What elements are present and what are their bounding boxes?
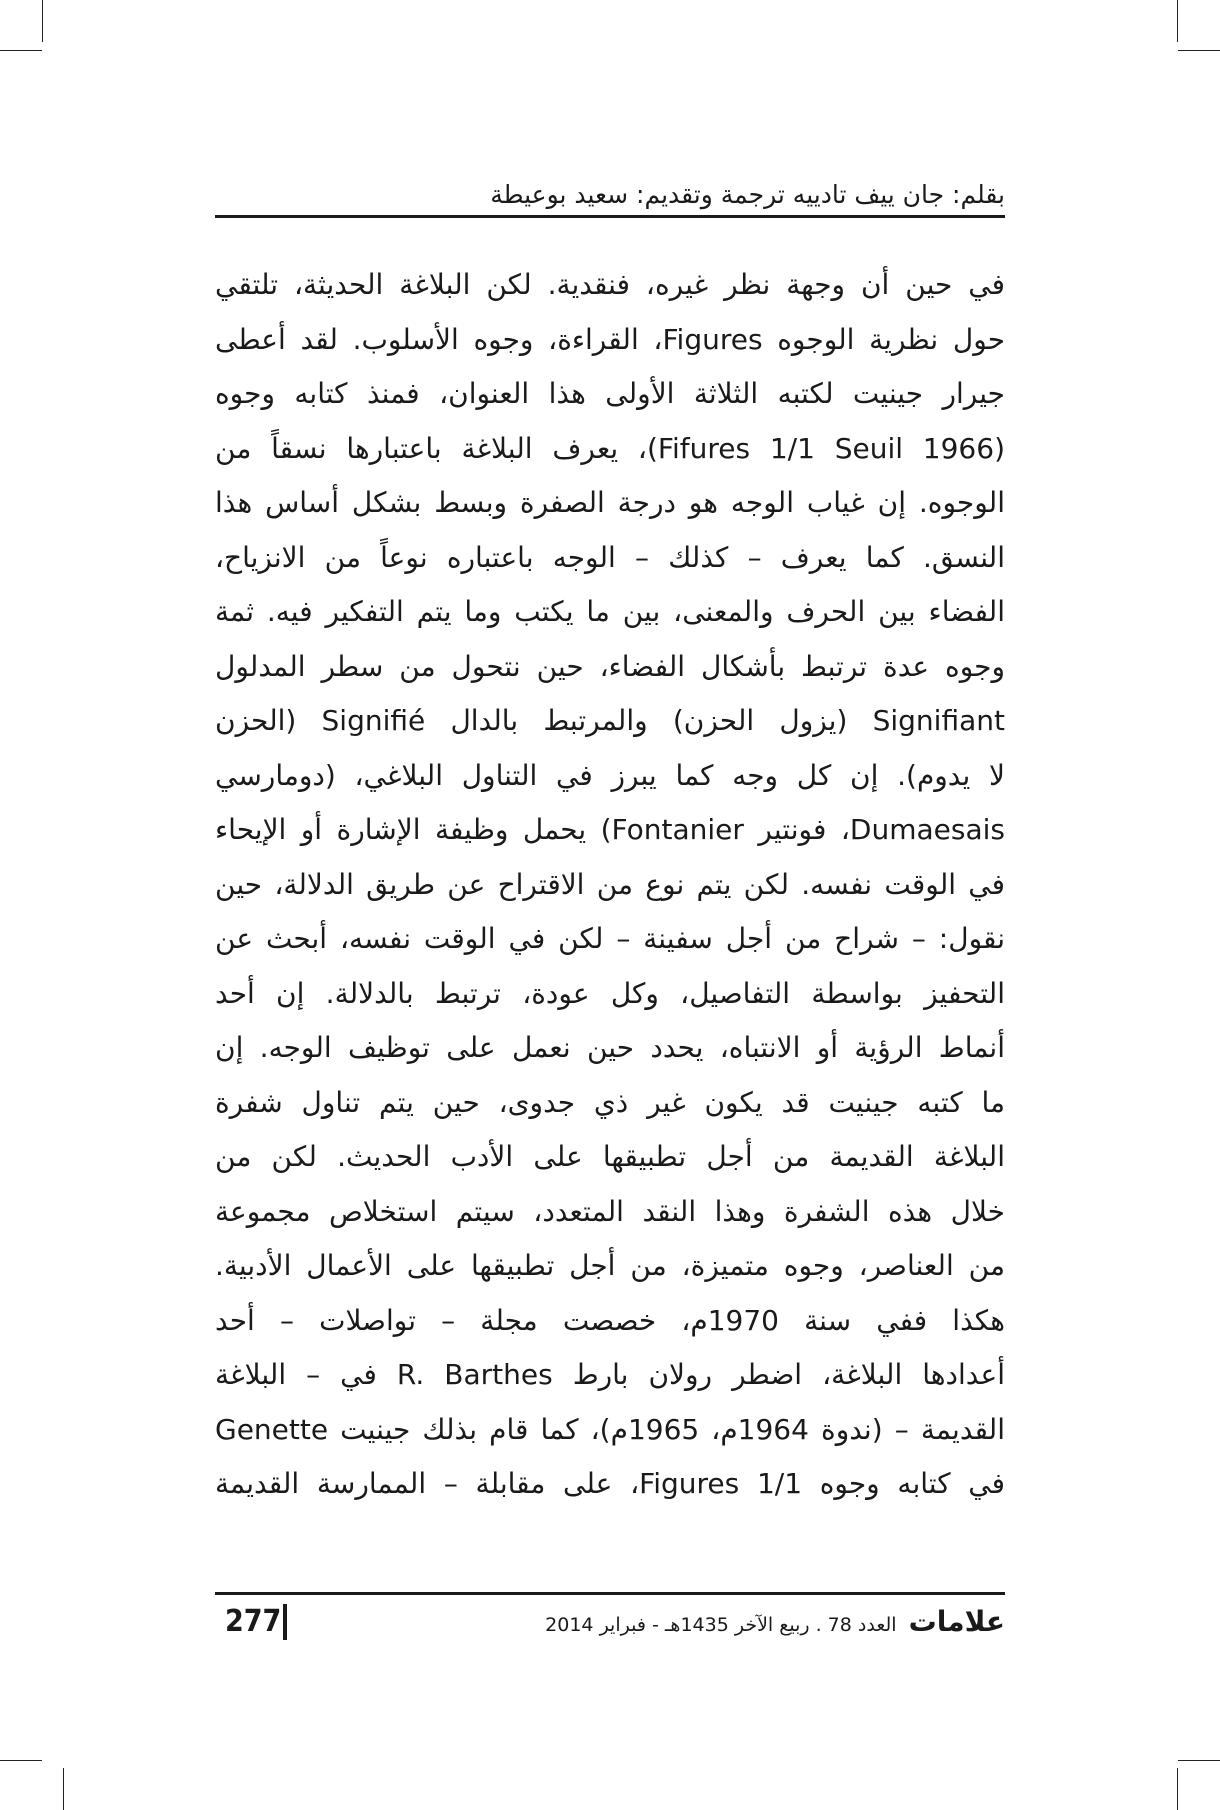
header-rule [215,215,1005,218]
body-line: في حين أن وجهة نظر غيره، فنقدية. لكن البلاغة الحديثة، تلتقي [215,268,1005,301]
crop-mark-top-right-horizontal [1178,50,1220,51]
body-line: في الوقت نفسه. لكن يتم نوع من الاقتراح عن طريق الدلالة، حين [215,867,1005,901]
body-line: أنماط الرؤية أو الانتباه، يحدد حين نعمل على توظيف الوجه. إن [215,1031,1005,1064]
body-line: وجوه عدة ترتبط بأشكال الفضاء، حين نتحول من سطر المدلول [215,649,1005,683]
body-line: التحفيز بواسطة التفاصيل، وكل عودة، ترتبط بالدلالة. إن أحد [215,976,1005,1010]
footer-rule [215,1592,1005,1595]
body-line: خلال هذه الشفرة وهذا النقد المتعدد، سيتم استخلاص مجموعة [215,1194,1005,1228]
body-line: البلاغة القديمة من أجل تطبيقها على الأدب الحديث. لكن من [215,1140,1005,1173]
crop-mark-bottom-right-horizontal [1178,1760,1220,1761]
body-line: هكذا ففي سنة 1970م، خصصت مجلة – تواصلات – أحد [215,1303,1005,1337]
issue-details: العدد 78 . ربيع الآخر 1435هـ - فبراير 2014 [545,1614,897,1636]
body-line: Signifiant (يزول الحزن) والمرتبط بالدال Signifié (الحزن [215,704,1005,737]
body-line: جيرار جينيت لكتبه الثلاثة الأولى هذا العنوان، فمنذ كتابه وجوه [215,377,1005,410]
body-line: في كتابه وجوه Figures 1/1، على مقابلة – الممارسة القديمة [215,1467,1005,1500]
body-line: حول نظرية الوجوه Figures، القراءة، وجوه الأسلوب. لقد أعطى [215,322,1005,356]
crop-mark-top-left-vertical [42,0,43,42]
body-line: (Fifures 1/1 Seuil 1966)، يعرف البلاغة باعتبارها نسقاً من [215,431,1005,465]
page-header [215,168,1005,218]
body-line: الوجوه. إن غياب الوجه هو درجة الصفرة وبسط بشكل أساس هذا [215,486,1005,519]
body-line: نقول: – شراح من أجل سفينة – لكن في الوقت نفسه، أبحث عن [215,922,1005,955]
body-line: من العناصر، وجوه متميزة، من أجل تطبيقها على الأعمال الأدبية. [215,1249,1005,1282]
crop-mark-top-left-horizontal [0,50,42,51]
body-line: الفضاء بين الحرف والمعنى، بين ما يكتب وما يتم التفكير فيه. ثمة [215,595,1005,628]
body-line: ما كتبه جينيت قد يكون غير ذي جدوى، حين يتم تناول شفرة [215,1085,1005,1119]
body-line: أعدادها البلاغة، اضطر رولان بارط R. Barthes في – البلاغة [215,1358,1005,1391]
article-body [215,258,1005,1512]
issue-info [299,1602,1005,1645]
crop-mark-bottom-left-vertical [63,1768,64,1810]
footer-separator [283,1604,287,1640]
crop-mark-bottom-right-vertical [1177,1768,1178,1810]
page-footer [215,1592,1005,1642]
body-line: القديمة – (ندوة 1964م، 1965م)، كما قام بذلك جينيت Genette [215,1412,1005,1446]
journal-logo: علامات [908,1605,1005,1638]
crop-mark-bottom-left-horizontal [0,1760,42,1761]
body-line: لا يدوم). إن كل وجه كما يبرز في التناول البلاغي، (دومارسي [215,758,1005,792]
page-number: 277 [225,1604,282,1639]
crop-mark-top-right-vertical [1177,0,1178,42]
body-line: النسق. كما يعرف – كذلك – الوجه باعتباره نوعاً من الانزياح، [215,540,1005,574]
body-line: Dumaesais، فونتير Fontanier) يحمل وظيفة الإشارة أو الإيحاء [215,813,1005,846]
running-head: بقلم: جان ييف تادييه ترجمة وتقديم: سعيد بوعيطة [490,180,1005,209]
